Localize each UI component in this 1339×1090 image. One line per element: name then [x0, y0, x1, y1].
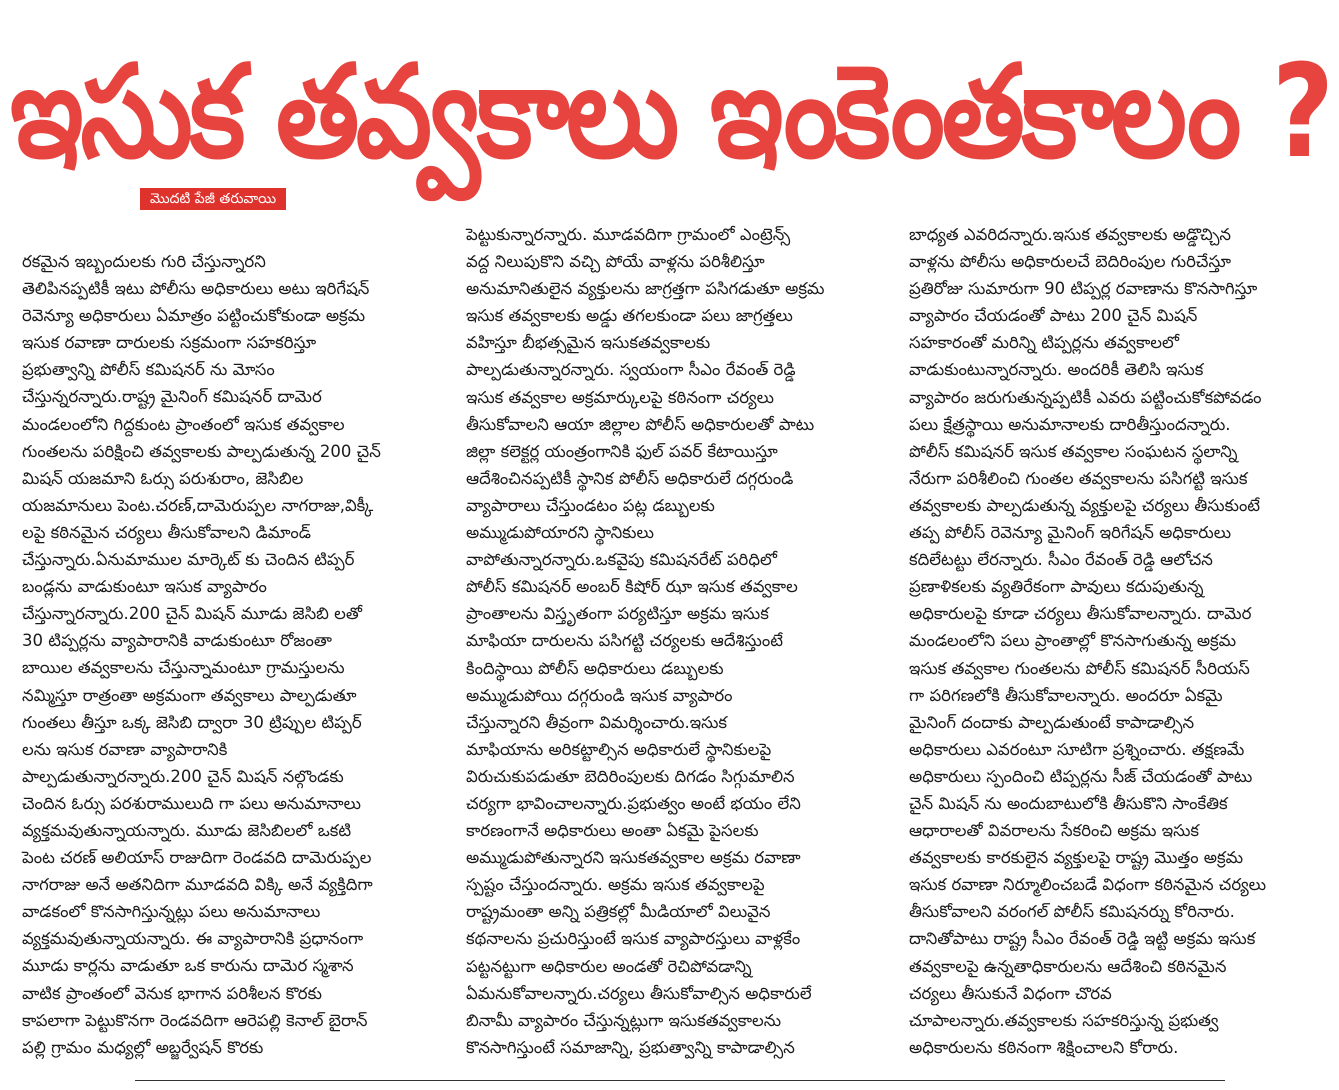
article-line: వహిస్తూ బీభత్సమైన ఇసుకతవ్వకాలకు [466, 333, 711, 353]
article-line: స్పష్టం చేస్తుందన్నారు. అక్రమ ఇసుక తవ్వకాలపై [466, 875, 765, 895]
bottom-rule [135, 1080, 1225, 1081]
article-line: అమ్ముడుపోయి దగ్గరుండి ఇసుక వ్యాపారం [466, 685, 733, 705]
article-line: వ్యక్తమవుతున్నాయన్నారు. మూడు జెసిబిలలో ఒకటి [22, 820, 352, 840]
article-line: ఇసుక తవ్వకాల గుంతలను పోలీస్ కమిషనర్ సీరియస్ [909, 658, 1250, 678]
article-line: పోలీస్ కమిషనర్ ఇసుక తవ్వకాల సంఘటన స్థలాన్ని [909, 441, 1238, 461]
article-line: మండలంలోని గిద్దకుంట ప్రాంతంలో ఇసుక తవ్వకాల [22, 414, 345, 434]
article-line: ప్రాంతాలను విస్తృతంగా పర్యటిస్తూ అక్రమ ఇసుక [466, 604, 769, 624]
article-line: లపై కఠినమైన చర్యలు తీసుకోవాలని డిమాండ్ [22, 522, 311, 542]
article-line: వాడుకుంటున్నారన్నారు. అందరికీ తెలిసి ఇసుక [909, 360, 1204, 380]
article-line: నాగరాజు అనే అతనిదిగా మూడవది విక్కి అనే వ్యక్తిదిగా [22, 875, 373, 895]
article-line: మాఫియా దారులను పసిగట్టి చర్యలకు ఆదేశిస్తుంటే [466, 631, 783, 651]
article-line: ఇసుక రవాణా దారులకు సక్రమంగా సహకరిస్తూ [22, 333, 317, 353]
article-column-3 [909, 221, 1329, 1061]
article-line: పాల్పడుతున్నారన్నారు. స్వయంగా సీఎం రేవంత్ రెడ్డి [466, 360, 796, 380]
article-line: తప్ప పోలీస్ రెవెన్యూ మైనింగ్ ఇరిగేషన్ అధికారులు [909, 523, 1232, 543]
article-line: బాయిల తవ్వకాలను చేస్తున్నామంటూ గ్రామస్తులను [22, 658, 345, 678]
article-line: ఆధారాలతో వివరాలను సేకరించి అక్రమ ఇసుక [909, 821, 1200, 841]
article-line: లను ఇసుక రవాణా వ్యాపారానికి [22, 739, 228, 759]
article-line: తవ్వకాలకు కారకులైన వ్యక్తులపై రాష్ట్ర మొత్తం అక్రమ [909, 848, 1244, 868]
article-line: అమ్ముడుపోయారని స్థానికులు [466, 523, 654, 543]
article-column-2 [466, 221, 886, 1061]
article-line: కారణంగానే అధికారులు అంతా ఏకమై పైసలకు [466, 821, 759, 841]
article-line: రెవెన్యూ అధికారులు ఏమాత్రం పట్టించుకోకుండా అక్రమ [22, 306, 366, 326]
article-line: ప్రతిరోజు సుమారుగా 90 టిప్పర్ల రవాణాను కొనసాగిస్తూ [909, 279, 1258, 299]
article-line: అధికారులు ఎవరంటూ సూటిగా ప్రశ్నించారు. తక్షణమే [909, 739, 1245, 759]
article-line: పల్లి గ్రామం మధ్యల్లో అబ్జర్వేషన్ కొరకు [22, 1037, 264, 1057]
article-line: జిల్లా కలెక్టర్ల యంత్రంగానికి ఫుల్ పవర్ కేటాయిస్తూ [466, 441, 778, 461]
article-line: పాల్పడుతున్నారన్నారు.200 చైన్ మిషన్ నల్గొండకు [22, 766, 344, 786]
article-line: పెట్టుకున్నారన్నారు. మూడవదిగా గ్రామంలో ఎంట్రెన్స్ [466, 225, 791, 244]
article-line: వాటిక ప్రాంతంలో వెనుక భాగాన పరిశీలన కొరకు [22, 983, 322, 1003]
article-line: యజమానులు పెంట.చరణ్,దామెరుప్పల నాగరాజు,విక్కీ [22, 495, 374, 515]
article-line: ఇసుక తవ్వకాల అక్రమార్కులపై కఠినంగా చర్యలు [466, 387, 774, 407]
article-line: గుంతలు తీస్తూ ఒక్క జెసిబి ద్వారా 30 ట్రిప్పుల టిప్పర్ [22, 712, 362, 732]
article-line: చేస్తున్నారని తీవ్రంగా విమర్శించారు.ఇసుక [466, 712, 728, 732]
article-line: రకమైన ఇబ్బందులకు గురి చేస్తున్నారని [22, 252, 266, 271]
article-line: వ్యాపారాలు చేస్తుండటం పట్ల డబ్బులకు [466, 495, 715, 515]
article-line: ప్రణాళికలకు వ్యతిరేకంగా పావులు కదుపుతున్న [909, 577, 1204, 597]
article-line: పోలీస్ కమిషనర్ అంబర్ కిషోర్ ఝా ఇసుక తవ్వకాల [466, 577, 798, 597]
article-line: మాఫియాను అరికట్టాల్సిన అధికారులే స్థానికులపై [466, 739, 772, 759]
article-line: పట్టనట్టుగా అధికారుల అండతో రెచిపోవడాన్ని [466, 956, 752, 976]
article-line: బినామీ వ్యాపారం చేస్తున్నట్లుగా ఇసుకతవ్వకాలను [466, 1010, 782, 1030]
article-line: వాపోతున్నారన్నారు.ఒకవైపు కమిషనరేట్ పరిధిలో [466, 550, 777, 570]
article-line: చేస్తున్నారు.ఏనుమాముల మార్కెట్ కు చెందిన టిప్పర్ [22, 550, 355, 570]
article-line: బాధ్యత ఎవరిదన్నారు.ఇసుక తవ్వకాలకు అడ్డొచ్చిన [909, 225, 1231, 244]
article-line: చేస్తున్నారన్నారు.200 చైన్ మిషన్ మూడు జెసిబి లతో [22, 604, 362, 624]
article-line: నేరుగా పరిశీలించి గుంతల తవ్వకాలను పసిగట్టి ఇసుక [909, 468, 1248, 488]
article-line: అధికారులపై కూడా చర్యలు తీసుకోవాలన్నారు. దామెర [909, 604, 1252, 624]
article-line: వ్యక్తమవుతున్నాయన్నారు. ఈ వ్యాపారానికి ప్రధానంగా [22, 929, 364, 949]
article-line: గా పరిగణలోకి తీసుకోవాలన్నారు. అందరూ ఏకమై [909, 685, 1223, 705]
article-line: వాడకంలో కొనసాగిస్తున్నట్లు పలు అనుమానాలు [22, 902, 321, 922]
article-line: తవ్వకాలపై ఉన్నతాధికారులను ఆదేశించి కఠినమైన [909, 956, 1227, 976]
article-line: వ్యాపారం చేయడంతో పాటు 200 చైన్ మిషన్ [909, 306, 1198, 326]
article-line: మూడు కార్లను వాడుతూ ఒక కారును దామెర స్మశాన [22, 956, 354, 976]
article-line: చైన్ మిషన్ ను అందుబాటులోకి తీసుకొని సాంకేతిక [909, 793, 1228, 813]
continued-from-front-page-tag: మొదటి పేజీ తరువాయి [140, 188, 286, 210]
article-line: నమ్మిస్తూ రాత్రంతా అక్రమంగా తవ్వకాలు పాల్పడుతూ [22, 685, 357, 705]
article-line: తెలిపినప్పటికీ ఇటు పోలీసు అధికారులు అటు ఇరిగేషన్ [22, 279, 370, 299]
article-line: చర్యగా భావించాలన్నారు.ప్రభుత్వం అంటే భయం లేని [466, 793, 801, 813]
article-line: ఏమనుకోవాలన్నారు.చర్యలు తీసుకోవాల్సిన అధికారులే [466, 983, 812, 1003]
article-line: చెందిన ఓర్సు పరశురాములుది గా పలు అనుమానాలు [22, 793, 361, 813]
article-line: చర్యలు తీసుకునే విధంగా చొరవ [909, 983, 1112, 1003]
article-line: పెంట చరణ్ అలియాస్ రాజుదిగా రెండవది దామెరుప్పల [22, 848, 372, 868]
article-line: వద్ద నిలుపుకొని వచ్చి పోయే వాళ్లను పరిశీలిస్తూ [466, 252, 765, 272]
article-line: తవ్వకాలకు పాల్పడుతున్న వ్యక్తులపై చర్యలు తీసుకుంటే [909, 495, 1261, 515]
article-line: కిందిస్థాయి పోలీస్ అధికారులు డబ్బులకు [466, 658, 724, 678]
article-line: అధికారులను కఠినంగా శిక్షించాలని కోరారు. [909, 1037, 1179, 1057]
article-line: అధికారులు స్పందించి టిప్పర్లను సీజ్ చేయడంతో పాటు [909, 766, 1253, 786]
article-line: వాళ్లను పోలీసు అధికారులచే బెదిరింపుల గురిచేస్తూ [909, 252, 1232, 272]
article-line: మండలంలోని పలు ప్రాంతాల్లో కొనసాగుతున్న అక్రమ [909, 631, 1237, 651]
article-line: కథనాలను ప్రచురిస్తుంటే ఇసుక వ్యాపారస్తులు వాళ్లకేం [466, 929, 801, 949]
article-line: దానితోపాటు రాష్ట్ర సీఎం రేవంత్ రెడ్డి ఇట్టి అక్రమ ఇసుక [909, 929, 1256, 949]
article-line: అనుమానితులైన వ్యక్తులను జాగ్రత్తగా పసిగడుతూ అక్రమ [466, 279, 825, 299]
article-line: కొనసాగిస్తుంటే సమాజాన్ని, ప్రభుత్వాన్ని కాపాడాల్సిన [466, 1037, 795, 1057]
article-line: అమ్ముడుపోతున్నారని ఇసుకతవ్వకాల అక్రమ రవాణా [466, 848, 801, 868]
article-line: మైనింగ్ దందాకు పాల్పడుతుంటే కాపాడాల్సిన [909, 712, 1195, 732]
article-line: బండ్లను వాడుకుంటూ ఇసుక వ్యాపారం [22, 577, 267, 597]
article-line: తీసుకోవాలని వరంగల్ పోలీస్ కమిషనర్ను కోరినారు. [909, 902, 1235, 922]
article-line: ఇసుక రవాణా నిర్మూలించబడే విధంగా కఠినమైన చర్యలు [909, 875, 1267, 895]
article-line: చేస్తున్నరన్నారు.రాష్ట్ర మైనింగ్ కమిషనర్ దామెర [22, 387, 322, 407]
article-line: సహకారంతో మరిన్ని టిప్పర్లను తవ్వకాలలో [909, 333, 1179, 353]
article-line: మిషన్ యజమాని ఓర్సు పరుశురాం, జెసిబిల [22, 468, 304, 488]
article-line: కాపలాగా పెట్టుకొనగా రెండవదిగా ఆరెపల్లి కెనాల్ బైరాన్ [22, 1010, 368, 1030]
article-line: విరుచుకుపడుతూ బెదిరింపులకు దిగడం సిగ్గుమాలిన [466, 766, 795, 786]
article-line: వ్యాపారం జరుగుతున్నప్పటికీ ఎవరు పట్టించుకోకపోవడం [909, 387, 1262, 407]
article-line: చూపాలన్నారు.తవ్వకాలకు సహకరిస్తున్న ప్రభుత్వ [909, 1010, 1219, 1030]
article-line: ఇసుక తవ్వకాలకు అడ్డు తగలకుండా పలు జాగ్రత్తలు [466, 306, 793, 326]
article-line: 30 టిప్పర్లను వ్యాపారానికి వాడుకుంటూ రోజంతా [22, 631, 332, 651]
article-column-1 [22, 248, 442, 1061]
article-line: కదిలేటట్టు లేరన్నారు. సీఎం రేవంత్ రెడ్డి ఆలోచన [909, 550, 1213, 570]
article-line: గుంతలను పరిక్షించి తవ్వకాలకు పాల్పడుతున్న 200 చైన్ [22, 441, 381, 461]
article-line: పలు క్షేత్రస్థాయి అనుమానాలకు దారితీస్తుందన్నారు. [909, 414, 1231, 434]
article-line: తీసుకోవాలని ఆయా జిల్లాల పోలీస్ అధికారులతో పాటు [466, 414, 815, 434]
headline: ఇసుక తవ్వకాలు ఇంకెంతకాలం ? [10, 38, 1331, 187]
article-line: ఆదేశించినప్పటికీ స్థానిక పోలీస్ అధికారులే దగ్గరుండి [466, 468, 794, 488]
article-line: ప్రభుత్వాన్ని పోలీస్ కమిషనర్ ను మోసం [22, 360, 275, 380]
article-line: రాష్ట్రమంతా అన్ని పత్రికల్లో మీడియాలో విలువైన [466, 902, 771, 922]
